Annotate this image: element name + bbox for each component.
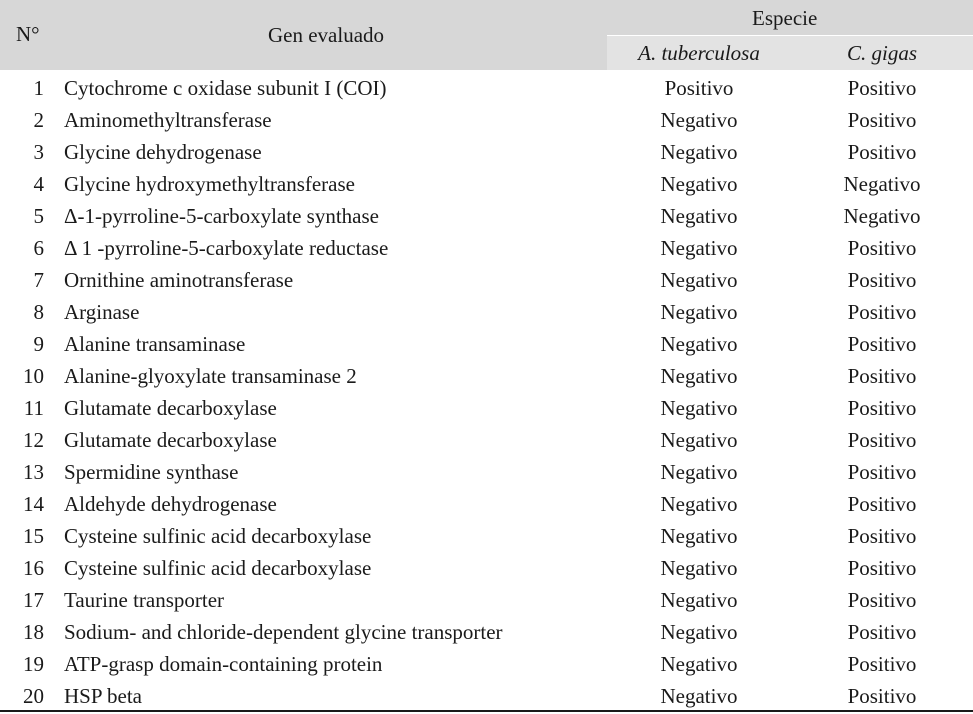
row-result-a-tuberculosa: Negativo xyxy=(660,108,738,132)
row-gene-name: Glutamate decarboxylase xyxy=(64,396,277,420)
row-number: 18 xyxy=(23,620,44,644)
row-number: 15 xyxy=(23,524,44,548)
row-gene-name: Sodium- and chloride-dependent glycine transporter xyxy=(64,620,503,644)
table-header xyxy=(0,0,973,70)
row-result-c-gigas: Positivo xyxy=(847,236,917,260)
row-gene-name: Aminomethyltransferase xyxy=(64,108,272,132)
row-gene-name: HSP beta xyxy=(64,684,142,708)
row-result-a-tuberculosa: Negativo xyxy=(660,268,738,292)
row-result-c-gigas: Positivo xyxy=(847,396,917,420)
row-gene-name: Δ-1-pyrroline-5-carboxylate synthase xyxy=(64,204,379,228)
row-result-c-gigas: Positivo xyxy=(847,492,917,516)
row-result-a-tuberculosa: Negativo xyxy=(660,460,738,484)
row-result-a-tuberculosa: Negativo xyxy=(660,652,738,676)
row-result-c-gigas: Positivo xyxy=(847,588,917,612)
table-row xyxy=(0,616,973,648)
row-result-a-tuberculosa: Negativo xyxy=(660,364,738,388)
table-row xyxy=(0,488,973,520)
row-gene-name: Aldehyde dehydrogenase xyxy=(64,492,277,516)
row-gene-name: Taurine transporter xyxy=(64,588,225,612)
row-gene-name: ATP-grasp domain-containing protein xyxy=(64,652,383,676)
species-divider xyxy=(607,35,973,36)
row-result-a-tuberculosa: Negativo xyxy=(660,524,738,548)
row-number: 4 xyxy=(33,172,44,196)
row-result-a-tuberculosa: Negativo xyxy=(660,204,738,228)
table-row xyxy=(0,328,973,360)
table-row xyxy=(0,104,973,136)
row-number: 20 xyxy=(23,684,44,708)
row-result-c-gigas: Positivo xyxy=(847,268,917,292)
row-result-a-tuberculosa: Negativo xyxy=(660,332,738,356)
table-row xyxy=(0,360,973,392)
row-gene-name: Δ 1 -pyrroline-5-carboxylate reductase xyxy=(64,236,389,260)
row-gene-name: Alanine transaminase xyxy=(64,332,246,356)
row-result-c-gigas: Positivo xyxy=(847,332,917,356)
row-result-a-tuberculosa: Negativo xyxy=(660,396,738,420)
table-row xyxy=(0,296,973,328)
header-number: N° xyxy=(16,22,40,46)
row-gene-name: Glutamate decarboxylase xyxy=(64,428,277,452)
row-number: 17 xyxy=(23,588,44,612)
row-number: 10 xyxy=(23,364,44,388)
row-number: 9 xyxy=(33,332,44,356)
row-result-c-gigas: Positivo xyxy=(847,76,917,100)
row-gene-name: Ornithine aminotransferase xyxy=(64,268,294,292)
row-result-a-tuberculosa: Negativo xyxy=(660,556,738,580)
table-row xyxy=(0,680,973,712)
row-number: 5 xyxy=(33,204,44,228)
row-result-c-gigas: Positivo xyxy=(847,300,917,324)
row-gene-name: Alanine-glyoxylate transaminase 2 xyxy=(64,364,357,388)
row-result-c-gigas: Positivo xyxy=(847,620,917,644)
row-result-c-gigas: Negativo xyxy=(843,204,921,228)
row-gene-name: Cytochrome c oxidase subunit I (COI) xyxy=(64,76,387,100)
row-number: 11 xyxy=(23,396,44,420)
row-result-a-tuberculosa: Negativo xyxy=(660,620,738,644)
row-number: 3 xyxy=(33,140,44,164)
row-result-c-gigas: Positivo xyxy=(847,364,917,388)
row-result-a-tuberculosa: Negativo xyxy=(660,428,738,452)
table-row xyxy=(0,136,973,168)
row-number: 19 xyxy=(23,652,44,676)
row-gene-name: Spermidine synthase xyxy=(64,460,239,484)
table-body xyxy=(0,72,973,712)
table-row xyxy=(0,264,973,296)
row-result-a-tuberculosa: Negativo xyxy=(660,300,738,324)
header-species-c-gigas: C. gigas xyxy=(846,41,917,65)
row-result-c-gigas: Negativo xyxy=(843,172,921,196)
row-gene-name: Glycine dehydrogenase xyxy=(64,140,262,164)
row-number: 6 xyxy=(33,236,44,260)
row-gene-name: Cysteine sulfinic acid decarboxylase xyxy=(64,556,372,580)
table-row xyxy=(0,392,973,424)
row-result-c-gigas: Positivo xyxy=(847,108,917,132)
row-number: 14 xyxy=(23,492,44,516)
row-number: 12 xyxy=(23,428,44,452)
row-number: 13 xyxy=(23,460,44,484)
table-row xyxy=(0,168,973,200)
row-result-a-tuberculosa: Negativo xyxy=(660,236,738,260)
table-row xyxy=(0,200,973,232)
row-result-c-gigas: Positivo xyxy=(847,140,917,164)
row-result-c-gigas: Positivo xyxy=(847,524,917,548)
table-row xyxy=(0,72,973,104)
row-result-a-tuberculosa: Negativo xyxy=(660,172,738,196)
row-result-a-tuberculosa: Negativo xyxy=(660,684,738,708)
row-result-c-gigas: Positivo xyxy=(847,556,917,580)
table-row xyxy=(0,552,973,584)
row-result-c-gigas: Positivo xyxy=(847,684,917,708)
row-gene-name: Arginase xyxy=(64,300,140,324)
row-number: 16 xyxy=(23,556,44,580)
row-result-a-tuberculosa: Negativo xyxy=(660,588,738,612)
table-row xyxy=(0,456,973,488)
row-number: 8 xyxy=(33,300,44,324)
header-species-a-tuberculosa: A. tuberculosa xyxy=(638,41,760,65)
row-result-a-tuberculosa: Negativo xyxy=(660,492,738,516)
row-result-a-tuberculosa: Negativo xyxy=(660,140,738,164)
row-result-c-gigas: Positivo xyxy=(847,428,917,452)
row-result-c-gigas: Positivo xyxy=(847,460,917,484)
table-row xyxy=(0,232,973,264)
row-result-c-gigas: Positivo xyxy=(847,652,917,676)
row-number: 7 xyxy=(33,268,44,292)
row-gene-name: Cysteine sulfinic acid decarboxylase xyxy=(64,524,372,548)
table-row xyxy=(0,520,973,552)
header-species-group: Especie xyxy=(752,6,818,30)
table-row xyxy=(0,424,973,456)
table-row xyxy=(0,584,973,616)
table-row xyxy=(0,648,973,680)
row-number: 1 xyxy=(33,76,44,100)
row-gene-name: Glycine hydroxymethyltransferase xyxy=(64,172,355,196)
row-result-a-tuberculosa: Positivo xyxy=(664,76,734,100)
header-gene: Gen evaluado xyxy=(268,23,385,47)
row-number: 2 xyxy=(33,108,44,132)
table-bottom-rule xyxy=(0,710,973,712)
